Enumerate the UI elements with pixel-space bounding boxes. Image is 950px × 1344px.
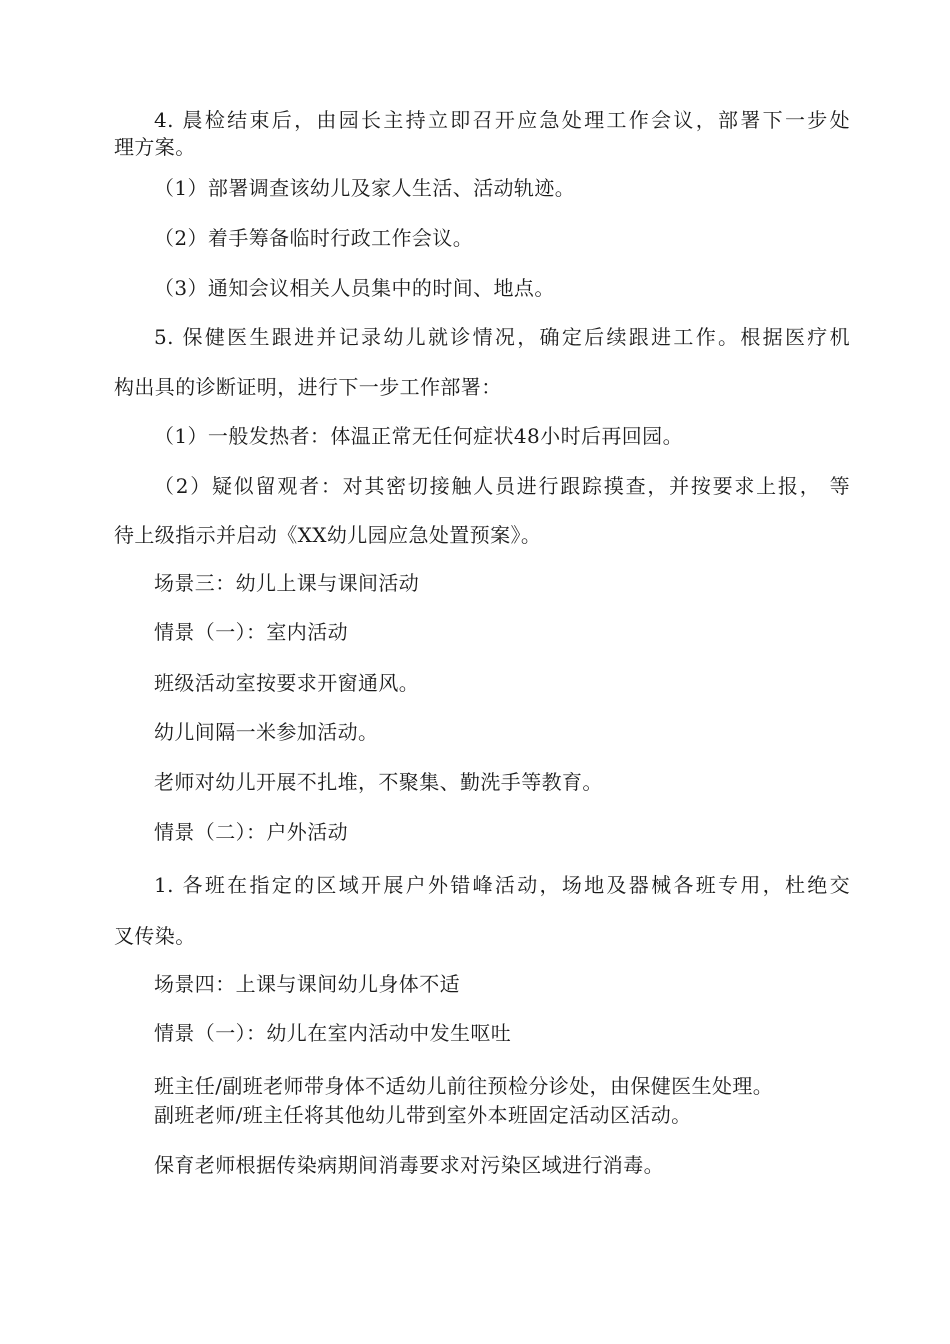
paragraph-5-line-2: 构出具的诊断证明，进行下一步工作部署： bbox=[114, 375, 502, 399]
scene-3-situation-2: 情景（二）：户外活动 bbox=[154, 820, 348, 844]
list-item-4-2: （2）着手筹备临时行政工作会议。 bbox=[154, 226, 474, 250]
scene-3-situation-2-line-2: 叉传染。 bbox=[114, 924, 196, 948]
list-item-4-3: （3）通知会议相关人员集中的时间、地点。 bbox=[154, 276, 555, 300]
scene-3-situation-1-line-3: 老师对幼儿开展不扎堆，不聚集、勤洗手等教育。 bbox=[154, 770, 603, 794]
list-item-5-2-line-1: （2）疑似留观者：对其密切接触人员进行跟踪摸查，并按要求上报， 等 bbox=[154, 474, 850, 498]
list-item-5-1: （1）一般发热者：体温正常无任何症状48小时后再回园。 bbox=[154, 424, 683, 448]
paragraph-4-line-2: 理方案。 bbox=[114, 135, 196, 159]
scene-3-situation-1: 情景（一）：室内活动 bbox=[154, 620, 348, 644]
list-item-5-2-line-2: 待上级指示并启动《XX幼儿园应急处置预案》。 bbox=[114, 523, 542, 547]
scene-3-situation-1-line-1: 班级活动室按要求开窗通风。 bbox=[154, 671, 420, 695]
paragraph-4-line-1: 4. 晨检结束后，由园长主持立即召开应急处理工作会议，部署下一步处 bbox=[154, 108, 850, 132]
scene-4-situation-1: 情景（一）：幼儿在室内活动中发生呕吐 bbox=[154, 1021, 512, 1045]
paragraph-5-line-1: 5. 保健医生跟进并记录幼儿就诊情况，确定后续跟进工作。根据医疗机 bbox=[154, 325, 850, 349]
scene-3-situation-1-line-2: 幼儿间隔一米参加活动。 bbox=[154, 720, 379, 744]
scene-4-line-2: 副班老师/班主任将其他幼儿带到室外本班固定活动区活动。 bbox=[154, 1103, 692, 1127]
scene-4-line-1: 班主任/副班老师带身体不适幼儿前往预检分诊处，由保健医生处理。 bbox=[154, 1074, 774, 1098]
scene-3-title: 场景三：幼儿上课与课间活动 bbox=[154, 571, 420, 595]
scene-4-title: 场景四：上课与课间幼儿身体不适 bbox=[154, 972, 460, 996]
scene-4-line-3: 保育老师根据传染病期间消毒要求对污染区域进行消毒。 bbox=[154, 1153, 664, 1177]
list-item-4-1: （1）部署调查该幼儿及家人生活、活动轨迹。 bbox=[154, 176, 576, 200]
scene-3-situation-2-line-1: 1. 各班在指定的区域开展户外错峰活动，场地及器械各班专用，杜绝交 bbox=[154, 873, 850, 897]
